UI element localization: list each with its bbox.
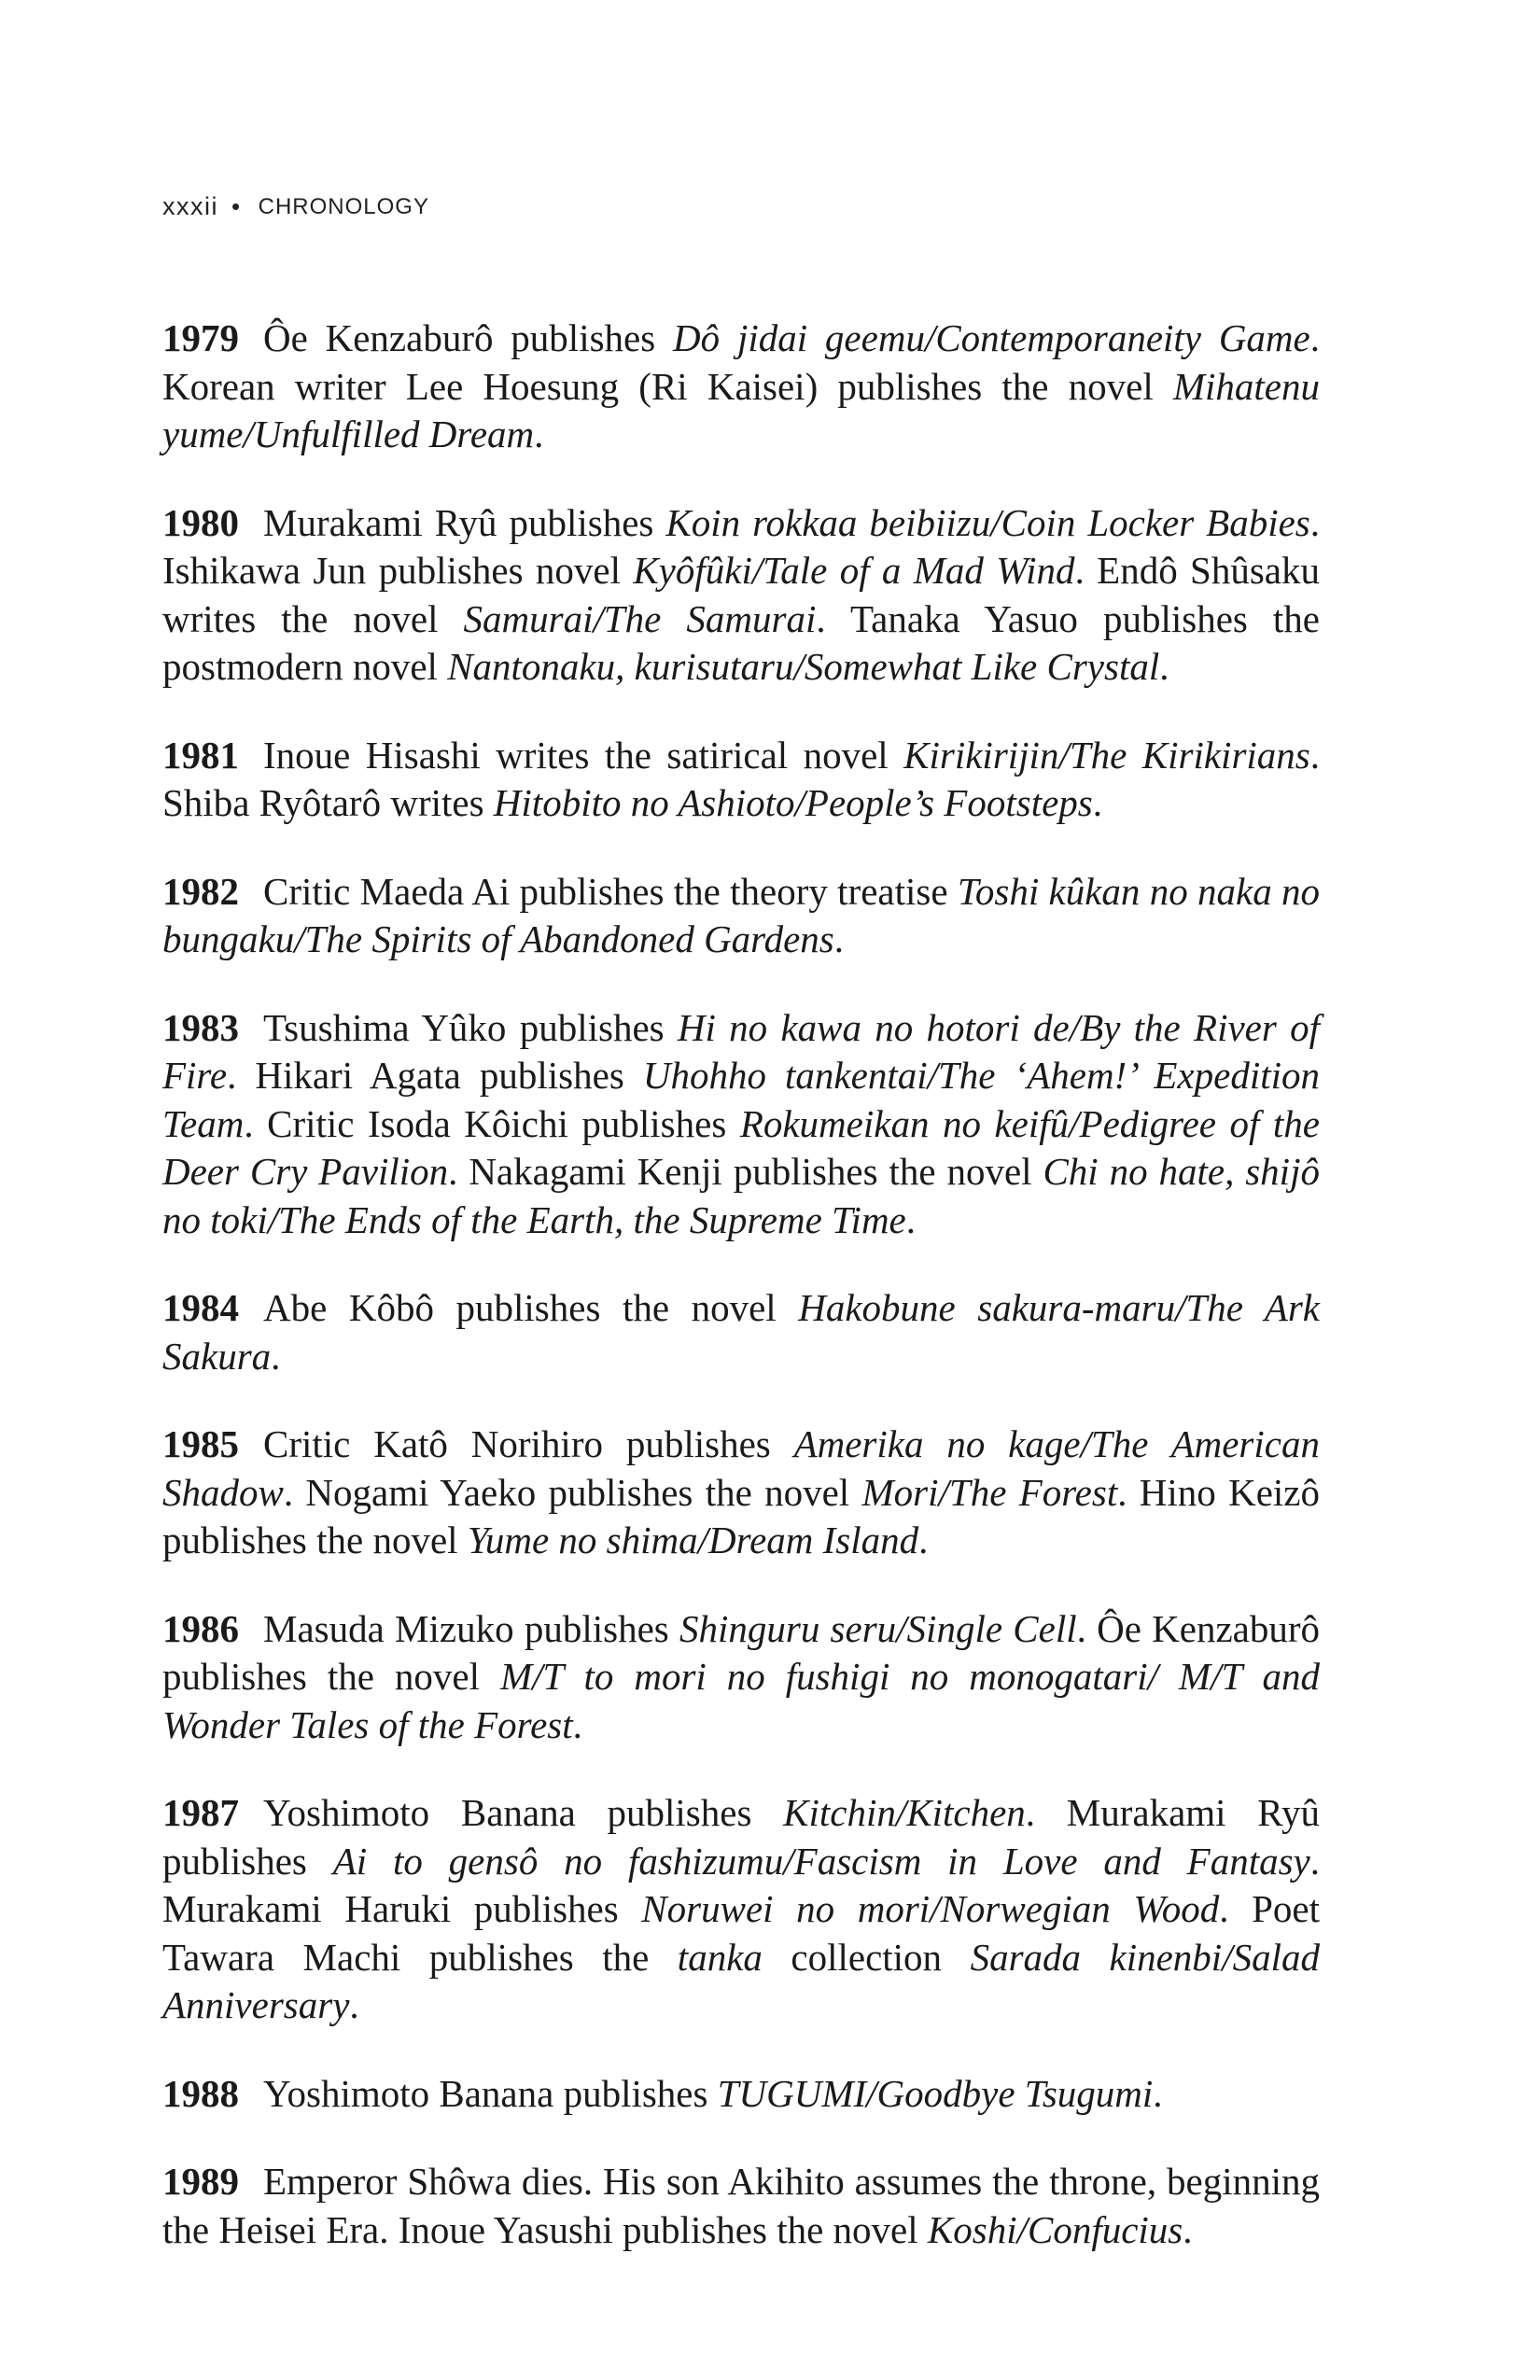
entry-text: Yoshimoto Banana publishes bbox=[263, 1791, 784, 1834]
entry-text: . Hikari Agata publishes bbox=[227, 1054, 643, 1097]
entry-text: . bbox=[918, 1519, 929, 1561]
entry-year: 1986 bbox=[162, 1606, 239, 1650]
bullet-separator: • bbox=[231, 192, 242, 220]
entry-year: 1981 bbox=[162, 733, 239, 777]
chronology-entry bbox=[162, 1789, 1320, 2030]
entry-text: . Hino Keizô publishes the novel bbox=[162, 1470, 1320, 1561]
entry-year: 1987 bbox=[162, 1791, 239, 1834]
chronology-entry bbox=[162, 315, 1320, 459]
entry-text: . bbox=[1183, 2207, 1193, 2251]
entry-text: . bbox=[271, 1334, 281, 1378]
entry-text: . Murakami Ryû publishes bbox=[162, 1791, 1320, 1883]
entry-text: . bbox=[833, 917, 845, 960]
work-title: Koshi/Confucius bbox=[927, 2207, 1183, 2251]
page-number: xxxii bbox=[162, 192, 218, 220]
section-title: CHRONOLOGY bbox=[258, 193, 429, 219]
entry-text: . Critic Isoda Kôichi publishes bbox=[244, 1101, 740, 1145]
work-title: TUGUMI/Goodbye Tsugumi bbox=[717, 2071, 1154, 2115]
entry-text: . Shiba Ryôtarô writes bbox=[162, 733, 1320, 824]
work-title: M/T to mori no fushigi no monogatari/ M/T and Wonder Tales of the Forest bbox=[162, 1655, 1320, 1746]
work-title: Dô jidai geemu/Contemporaneity Game bbox=[673, 316, 1310, 359]
work-title: Yume no shima/Dream Island bbox=[467, 1519, 919, 1561]
entry-text: . bbox=[1092, 781, 1102, 824]
chronology-entry bbox=[162, 499, 1320, 692]
entry-text: Tsushima Yûko publishes bbox=[263, 1005, 678, 1049]
entry-text: Abe Kôbô publishes the novel bbox=[263, 1286, 799, 1329]
entry-year: 1989 bbox=[162, 2160, 239, 2203]
entry-text: collection bbox=[762, 1935, 971, 1979]
work-title: Chi no hate, shijô no toki/The Ends of the Earth, the Supreme Time bbox=[162, 1150, 1320, 1241]
entry-year: 1988 bbox=[162, 2071, 239, 2115]
work-title: Mori/The Forest bbox=[861, 1470, 1118, 1514]
entry-text: . Poet Tawara Machi publishes the bbox=[162, 1887, 1320, 1979]
work-title: Kirikirijin/The Kirikirians bbox=[903, 733, 1310, 777]
entry-text: . Korean writer Lee Hoesung (Ri Kaisei) publishes the novel bbox=[162, 316, 1320, 408]
entry-text: . bbox=[1153, 2071, 1163, 2115]
entry-text: . Nogami Yaeko publishes the novel bbox=[283, 1470, 862, 1514]
work-title: Hi no kawa no hotori de/By the River of Fire bbox=[162, 1005, 1320, 1097]
entry-text: Yoshimoto Banana publishes bbox=[263, 2071, 718, 2115]
entry-year: 1985 bbox=[162, 1422, 239, 1465]
entry-text: Critic Maeda Ai publishes the theory treatise bbox=[263, 869, 958, 913]
chronology-entry bbox=[162, 1421, 1320, 1565]
entry-text: Critic Katô Norihiro publishes bbox=[263, 1422, 794, 1465]
entry-year: 1979 bbox=[162, 316, 239, 359]
chronology-entry bbox=[162, 868, 1320, 964]
entry-text: . Tanaka Yasuo publishes the postmodern novel bbox=[162, 596, 1320, 688]
entry-text: Emperor Shôwa dies. His son Akihito assumes the throne, beginning the Heisei Era. Inoue Yasushi publishes the novel bbox=[162, 2160, 1320, 2251]
chronology-entry bbox=[162, 1284, 1320, 1380]
entry-text: Murakami Ryû publishes bbox=[263, 500, 666, 544]
chronology-entry bbox=[162, 2158, 1320, 2254]
work-title: Koin rokkaa beibiizu/Coin Locker Babies bbox=[665, 500, 1310, 544]
entry-text: . bbox=[905, 1197, 917, 1241]
work-title: Rokumeikan no keifû/Pedigree of the Deer Cry Pavilion bbox=[162, 1101, 1320, 1193]
work-title: Uhohho tankentai/The ‘Ahem!’ Expedition Team bbox=[162, 1054, 1320, 1145]
work-title: Kyôfûki/Tale of a Mad Wind bbox=[633, 549, 1075, 592]
work-title: tanka bbox=[677, 1935, 763, 1979]
running-header bbox=[162, 192, 429, 221]
entry-text: . Ôe Kenzaburô publishes the novel bbox=[162, 1606, 1320, 1698]
work-title: Toshi kûkan no naka no bungaku/The Spirits of Abandoned Gardens bbox=[162, 869, 1320, 960]
entry-year: 1984 bbox=[162, 1286, 239, 1329]
entry-text: . bbox=[534, 413, 544, 455]
work-title: Ai to gensô no fashizumu/Fascism in Love and Fantasy bbox=[332, 1839, 1310, 1883]
entry-text: Inoue Hisashi writes the satirical novel bbox=[263, 733, 904, 777]
work-title: Shinguru seru/Single Cell bbox=[679, 1606, 1077, 1650]
entry-text: . bbox=[349, 1983, 359, 2026]
entry-year: 1983 bbox=[162, 1005, 239, 1049]
work-title: Sarada kinenbi/Salad Anniversary bbox=[162, 1935, 1320, 2026]
work-title: Nantonaku, kurisutaru/Somewhat Like Crystal bbox=[447, 645, 1160, 688]
work-title: Noruwei no mori/Norwegian Wood bbox=[641, 1887, 1220, 1930]
entry-year: 1982 bbox=[162, 869, 239, 913]
work-title: Kitchin/Kitchen bbox=[783, 1791, 1026, 1834]
chronology-entry bbox=[162, 1004, 1320, 1245]
work-title: Hitobito no Ashioto/People’s Footsteps bbox=[493, 781, 1093, 824]
work-title: Mihatenu yume/Unfulfilled Dream bbox=[162, 364, 1320, 455]
entry-text: . Endô Shûsaku writes the novel bbox=[162, 549, 1320, 640]
work-title: Hakobune sakura-maru/The Ark Sakura bbox=[162, 1286, 1320, 1378]
entry-text: . Ishikawa Jun publishes novel bbox=[162, 500, 1320, 592]
entry-text: . bbox=[1159, 645, 1169, 688]
chronology-entry bbox=[162, 2070, 1320, 2119]
entry-year: 1980 bbox=[162, 500, 239, 544]
work-title: Amerika no kage/The American Shadow bbox=[162, 1422, 1320, 1514]
entry-text: Masuda Mizuko publishes bbox=[263, 1606, 679, 1650]
entry-text: . bbox=[572, 1702, 582, 1746]
chronology-entry bbox=[162, 1605, 1320, 1750]
chronology-entries bbox=[162, 276, 1320, 2294]
entry-text: . Murakami Haruki publishes bbox=[162, 1839, 1320, 1930]
work-title: Samurai/The Samurai bbox=[463, 596, 817, 640]
entry-text: Ôe Kenzaburô publishes bbox=[263, 316, 674, 359]
entry-text: . Nakagami Kenji publishes the novel bbox=[448, 1150, 1043, 1193]
chronology-entry bbox=[162, 732, 1320, 828]
